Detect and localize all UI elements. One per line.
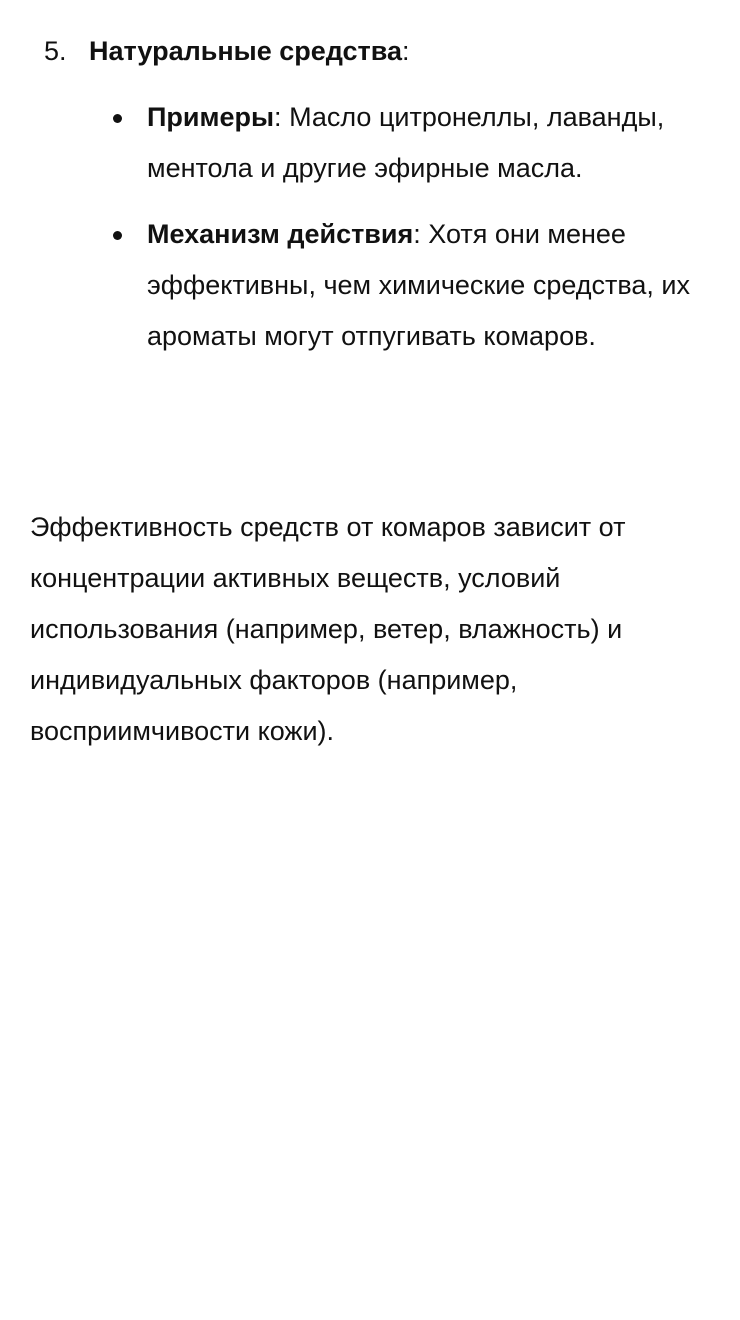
list-item-heading bbox=[0, 26, 740, 77]
list-item-title-line bbox=[89, 26, 410, 77]
bullet-separator: : bbox=[274, 102, 282, 132]
bullet-item-examples bbox=[0, 92, 740, 194]
bullet-label: Примеры bbox=[147, 102, 275, 132]
bullet-label: Механизм действия bbox=[147, 219, 414, 249]
bullet-text bbox=[147, 209, 717, 362]
bullet-dot-icon bbox=[113, 114, 122, 123]
bullet-list bbox=[0, 92, 740, 377]
bullet-dot-icon bbox=[113, 231, 122, 240]
numbered-list-item bbox=[0, 26, 740, 77]
bullet-separator: : bbox=[413, 219, 421, 249]
bullet-item-mechanism bbox=[0, 209, 740, 362]
bullet-body: Хотя они менее эффективны, чем химические средства, их ароматы могут отпугивать комаров. bbox=[147, 219, 691, 351]
bullet-body: Масло цитронеллы, лаванды, ментола и другие эфирные масла. bbox=[147, 102, 665, 183]
bullet-text bbox=[147, 92, 717, 194]
summary-paragraph: Эффективность средств от комаров зависит от концентрации активных веществ, условий использования (например, ветер, влажность) и индивидуальных факторов (например, восприимчивости кожи). bbox=[30, 512, 626, 746]
list-number: 5. bbox=[44, 36, 67, 66]
title-colon: : bbox=[402, 36, 410, 66]
list-item-title: Натуральные средства bbox=[89, 36, 403, 66]
